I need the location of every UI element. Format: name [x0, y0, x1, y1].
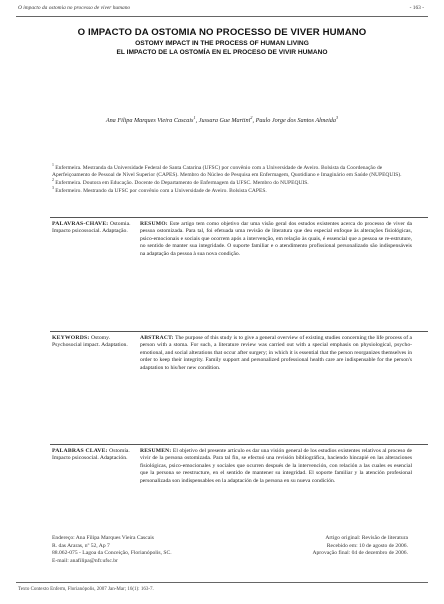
keywords-block [52, 448, 132, 463]
abstract-label: RESUMO: [140, 221, 168, 227]
author-name: Ana Filipa Marques Vieira Cascais [105, 117, 194, 124]
author-line: Ana Filipa Marques Vieira Cascais$^1$, Jussara Gue Martini$^2$, Paulo Jorge dos Santos Almeida$^3$ [105, 114, 339, 124]
keywords-label: PALAVRAS-CHAVE: [52, 221, 109, 227]
author-superscript: 3 [336, 114, 339, 120]
affiliation-superscript: 3 [52, 185, 54, 190]
address-line: Endereço: Ana Filipa Marques Vieira Cascais [52, 535, 154, 541]
abstract-text: Este artigo tem como objetivo dar uma visão geral dos estudos existentes acerca do processo de viver da pessoa ostomizada. Para tal, foi efetuada uma revisão de literatura que deu especial enfoque às alterações fisiológicas, psico-emocionais e sociais que ocorrem após a intervenção, em relação às quais, é essencial que a pessoa se re-estruture, no sentido de manter sua integridade. O suporte familiar e o atendimento profissional personalizado são indispensáveis na adaptação da pessoa à sua nova condição. [140, 221, 412, 257]
abstract-block [140, 448, 412, 485]
article-type: Artigo original: Revisão de literatura [325, 535, 408, 541]
title-portuguese: O IMPACTO DA OSTOMIA NO PROCESSO DE VIVER HUMANO [77, 27, 367, 38]
header-rule [16, 16, 428, 17]
abstract-text: The purpose of this study is to give a general overview of existing studies concerning the life process of a person with a stoma. For such, a literature review was carried out with a special emphasis on physiological, psycho-emotional, and social alterations that occur after surgery; in which it is essential that the person reorganizes themselves in order to keep their integrity. Family support and personalized professional health care are indispensable for the person's adaptation to his/her new condition. [140, 335, 412, 371]
article-dates [312, 535, 408, 558]
keywords-label: KEYWORDS: [52, 335, 90, 341]
affiliation-item [52, 180, 412, 187]
abstract-block [140, 221, 412, 258]
abstract-label: RESUMEN: [140, 448, 172, 454]
affiliation-text: Enfermeira. Doutora em Educação. Docente do Departamento de Enfermagem da UFSC. Membro do NUPEQUIS. [55, 180, 309, 186]
keywords-label: PALABRAS CLAVE: [52, 448, 108, 454]
section-rule [50, 217, 428, 218]
abstract-text: El objetivo del presente artículo es dar una visión general de los estudios existentes relativos al proceso de vivir de la persona ostomizada. Para tal fin, se efectuó una revisión bibliográfica, haciendo hincapié en las alteraciones fisiológicas, psico-emocionales y sociales que ocurren después de la intervención, con relación a las cuales es esencial que la persona se reestructure, en el sentido de mantener su integridad. El soporte familiar y la atención profesional personalizada son indispensables en la adaptación de la persona en su nueva condición. [140, 448, 412, 484]
section-rule [50, 444, 428, 445]
keywords-block [52, 335, 132, 350]
correspondence-address [52, 535, 172, 565]
keywords-text: Ostomia. Impacto psicossocial. Adaptação. [52, 221, 131, 235]
affiliation-item [52, 185, 412, 195]
keywords-block [52, 221, 132, 236]
running-title: O impacto da ostomia no processo de viver humano [18, 5, 131, 11]
footer-rule [16, 582, 428, 583]
page-number: - 163 - [409, 5, 424, 11]
affiliation-superscript: 2 [52, 178, 54, 183]
author-name: Jussara Gue Martini [198, 117, 251, 124]
affiliation-text: Enfermeira. Mestranda da Universidade Federal de Santa Catarina (UFSC) por convênio com a Universidade de Aveiro. Bolsista da Coordenação de Aperfeiçoamento de Pessoal de Nível Superior (CAPES). Membro do Núcleo de Pesquisa em Enfermagem, Quotidiano e Imaginário em Saúde (NUPEQUIS). [52, 165, 402, 179]
author-superscript: 2 [250, 114, 253, 120]
author-name: Paulo Jorge dos Santos Almeida [255, 117, 336, 124]
approval-date: Aprovação final: 04 de dezembro de 2006. [312, 550, 408, 556]
received-date: Recebido em: 10 de agosto de 2006. [326, 542, 408, 549]
title-english: OSTOMY IMPACT IN THE PROCESS OF HUMAN LIVING [135, 40, 309, 47]
affiliation-superscript: 1 [52, 163, 54, 168]
journal-citation: Texto Contexto Enferm, Florianópolis, 2007 Jan-Mar; 16(1): 163-7. [18, 587, 154, 592]
affiliation-text: Enfermeiro. Mestrando da UFSC por convênio com a Universidade de Aveiro. Bolsista CAPES. [55, 187, 267, 194]
section-rule [50, 331, 428, 332]
keywords-text: Ostomía. Impacto psicosocial. Adaptación. [52, 448, 130, 462]
title-spanish: EL IMPACTO DE LA OSTOMÍA EN EL PROCESO DE VIVIR HUMANO [116, 49, 328, 56]
address-line: R. das Araras, nº 52, Ap 7 [52, 542, 110, 549]
author-superscript: 1 [193, 114, 196, 120]
email-line: E-mail: anafilipa@nfr.ufsc.br [52, 557, 118, 564]
keywords-text: Ostomy. Psychosocial impact. Adaptation. [52, 335, 128, 349]
affiliation-notes [52, 165, 412, 195]
abstract-block [140, 335, 412, 372]
address-line: 88.062-075 - Lagoa da Conceição, Florianópolis, SC. [52, 550, 172, 556]
abstract-label: ABSTRACT: [140, 335, 174, 341]
